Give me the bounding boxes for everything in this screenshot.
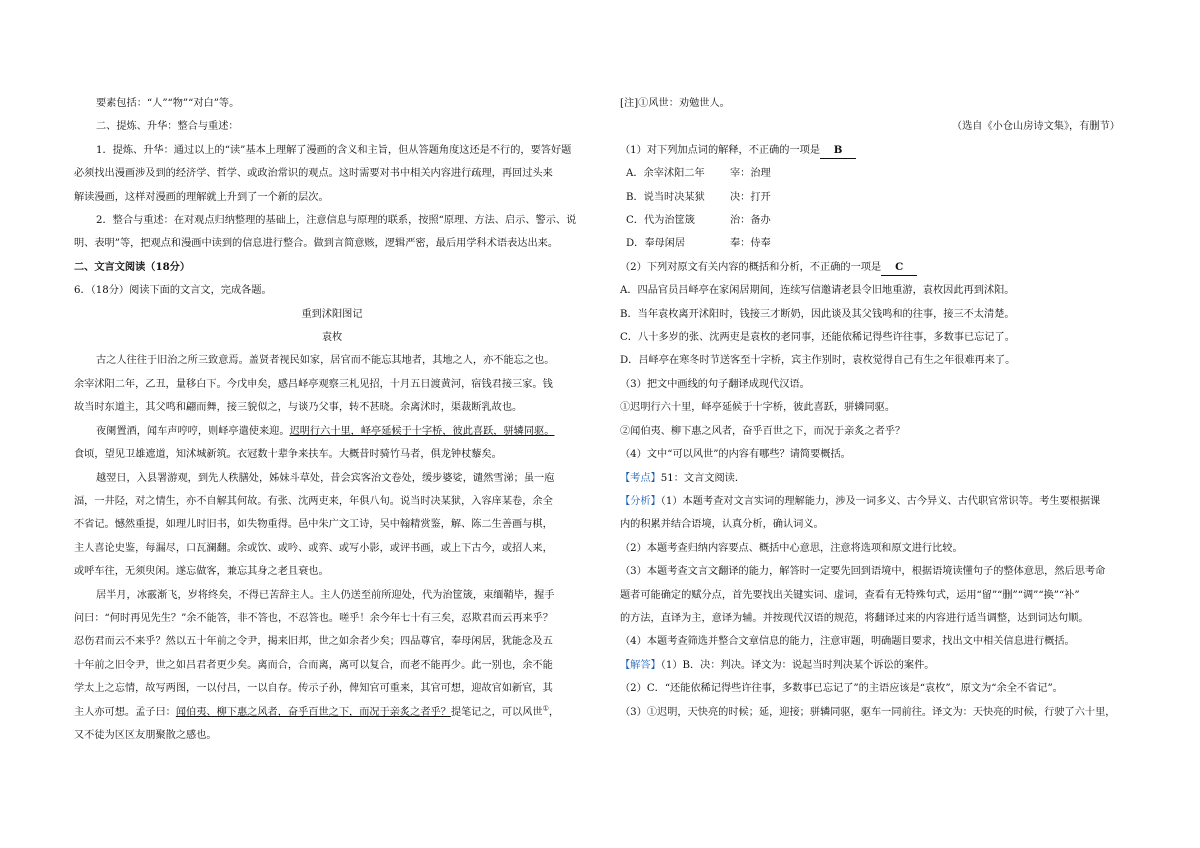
answer-blank: B (820, 143, 856, 159)
option-row (620, 232, 1128, 255)
underlined-sentence: 闻伯夷、柳下惠之风者，奋乎百世之下，而况于亲炙之者乎？ (175, 706, 451, 718)
plain-text: 提笔记之，可以风世 (450, 706, 543, 718)
question-text: （1）对下列加点词的解释，不正确的一项是 (620, 144, 821, 156)
text-line: 要素包括：“人”“物”“对白”等。 (96, 98, 240, 109)
section-heading: 二、文言文阅读（18分） (74, 260, 191, 273)
analysis-line: 题者可能确定的赋分点，首先要找出关键实词、虚词，查看有无特殊句式，运用“留”“删”“调”“换”“补” (620, 589, 1080, 601)
passage-line: 忍伤君而云不来乎？然以五十年前之令尹，揭来旧邦，世之如余者少矣；四品尊官，奉母闲居，犹能念及五 (74, 636, 553, 648)
passage-line: 居半月，冰霰渐飞，岁将终矣，不得已苦辞主人。主人仍送至前所迎处，代为治筐筬，束缅鞘毕，握手 (96, 589, 555, 601)
option-text: A．余宰沭阳二年 (626, 168, 705, 180)
option-gloss: 治：备办 (730, 215, 771, 227)
question-2 (620, 256, 1128, 279)
analysis-line (620, 490, 1128, 513)
underlined-sentence: 迟明行六十里，峄亭延候于十字桥，彼此喜跃，骈辚同驱。 (289, 425, 555, 437)
plain-text: ， (548, 706, 560, 718)
passage-line: 湢，一井陉，对之情生，亦不自解其何故。有张、沈两吏来，年俱八旬。说当时决某狱，入容庠某卷，余全 (74, 495, 553, 507)
option-row (620, 209, 1128, 232)
answer-line (620, 654, 1128, 677)
question-text: （2）下列对原文有关内容的概括和分析，不正确的一项是 (620, 261, 882, 273)
option-gloss: 奉：侍奉 (730, 238, 771, 250)
passage-line: 食顷，望见卫雄遮道，知沭城新筑。衣冠数十辈争来扶车。大概昔时骑竹马者，俱龙钟杖藜矣。 (74, 449, 502, 461)
passage-line: 古之人往往于旧治之所三致意焉。盖贤者视民如家，居官而不能忘其地者，其地之人，亦不能忘之也。 (96, 355, 555, 367)
text-line: 1．提炼、升华：通过以上的“读”基本上理解了漫画的含义和主旨，但从答题角度这还是不行的，要答好题 (96, 144, 572, 156)
option-row (620, 162, 1128, 185)
passage-line (74, 420, 590, 443)
option-line: B．当年袁枚离开沭阳时，钱接三才断奶，因此谈及其父钱鸣和的往事，接三不太清楚。 (620, 308, 1015, 320)
left-column (74, 92, 590, 747)
answer-line: （2）C．“还能依稀记得些许往事，多数事已忘记了”的主语应该是“袁枚”，原文为“余全不省记”。 (620, 683, 1063, 695)
footnote-mark: ① (542, 704, 549, 713)
answer-line: （3）①迟明，天快亮的时候；延，迎接；骈辚同驱，驱车一同前往。译文为：天快亮的时候，行驶了六十里， (620, 706, 1116, 718)
right-column (620, 92, 1128, 724)
passage-author: 袁枚 (321, 332, 343, 344)
option-line: D．吕峄亭在寒冬时节送客至十字桥，宾主作别时，袁枚觉得自己有生之年很难再来了。 (620, 355, 1016, 367)
analysis-line: （4）本题考查筛选并整合文章信息的能力，注意审题，明确题目要求，找出文中相关信息进行概括。 (620, 636, 1075, 648)
analysis-line: 内的积累并结合语境，认真分析，确认词义。 (620, 519, 824, 531)
analysis-text: （1）本题考查对文言实词的理解能力，涉及一词多义、古今异义、古代职官常识等。考生要根据课 (660, 495, 1101, 507)
analysis-line: （2）本题考查归纳内容要点、概括中心意思，注意将选项和原文进行比较。 (620, 542, 963, 554)
kaodian-tag: 【考点】 (620, 472, 661, 484)
option-text: D．奉母闲居 (626, 238, 686, 250)
passage-line: 故当时东道主，其父鸣和翩而舞，接三貌似之，与谈乃父事，转不甚晓。余离沭时，渠裁断乳故也。 (74, 402, 523, 414)
passage-line: 十年前之旧令尹，世之如吕君者更少矣。离而合，合而离，离可以复合，而老不能再少。此一别也，余不能 (74, 659, 553, 671)
question-3: （3）把文中画线的句子翻译成现代汉语。 (620, 378, 810, 390)
text-line: 必须找出漫画涉及到的经济学、哲学、或政治常识的观点。这时需要对书中相关内容进行疏理，再回过头来 (74, 168, 553, 180)
passage-line: 主人喜论史鉴，每漏尽，口瓦澜翻。余或饮、或吟、或弈、或写小影，或评书画，或上下古今，或招人来， (74, 542, 553, 554)
option-gloss: 决：打开 (730, 191, 771, 203)
option-text: B．说当时决某狱 (626, 191, 705, 203)
passage-line: 余宰沭阳二年，乙丑，量移白下。今戊申矣，感吕峄亭观察三札见招，十月五日渡黄河，宿钱君接三家。钱 (74, 378, 553, 390)
passage-line: 学太上之忘情，故写两图，一以付吕，一以自存。传示子孙，俾知官可重来，其官可想，迎故官如新官，其 (74, 683, 553, 695)
option-gloss: 宰：治理 (730, 168, 771, 180)
kaodian-line (620, 467, 1128, 490)
plain-text: 主人亦可想。孟子曰： (74, 706, 176, 718)
passage-line: 问曰：“何时再见先生？”余不能答，非不答也，不忍答也。嗟乎！余今年七十有三矣，忍欺君而云再来乎？ (74, 612, 554, 624)
option-line: C．八十多岁的张、沈两吏是袁枚的老同事，还能依稀记得些许往事，多数事已忘记了。 (620, 332, 1015, 344)
footnote: [注]①风世：劝勉世人。 (620, 98, 730, 109)
passage-title: 重到沭阳图记 (301, 308, 363, 320)
passage-line: 又不徒为区区友朋聚散之感也。 (74, 729, 217, 741)
answer-blank: C (881, 260, 917, 276)
text-line: 2．整合与重述：在对观点归纳整理的基础上，注意信息与原理的联系，按照“原理、方法、启示、警示、说 (96, 215, 577, 227)
analysis-line: （3）本题考查文言文翻译的能力，解答时一定要先回到语境中，根据语境读懂句子的整体意思，然后思考命 (620, 566, 1106, 578)
kaodian-text: 51：文言文阅读． (660, 472, 746, 484)
option-text: C．代为治筐筬 (626, 215, 695, 227)
passage-line (74, 701, 590, 724)
option-row (620, 186, 1128, 209)
question-1 (620, 139, 1128, 162)
question-stem: 6．（18分）阅读下面的文言文，完成各题。 (74, 285, 272, 297)
analysis-tag: 【分析】 (620, 495, 661, 507)
passage-line: 或呼车往，无须臾闲。遂忘做客，兼忘其身之老且衰也。 (74, 566, 329, 578)
passage-line: 越翌日，入县署游观，到先人秩膳处，姊妹斗草处，昔会宾客治文卷处，缓步婆娑，谴然雪涕；虽一庖 (96, 472, 555, 484)
plain-text: 夜阑置酒，闻车声哼哼，则峄亭遣使来迎。 (96, 425, 290, 437)
source-note: （选自《小仓山房诗文集》，有删节） (951, 121, 1120, 133)
answer-tag: 【解答】 (620, 659, 661, 671)
text-line: 二、提炼、升华：整合与重述： (96, 121, 239, 133)
analysis-line: 的方法，直译为主，意译为辅。并按现代汉语的规范，将翻译过来的内容进行适当调整，达到词达句顺。 (620, 612, 1089, 624)
question-4: （4）文中“可以风世”的内容有哪些？请简要概括。 (620, 449, 851, 461)
translate-item: ②闻伯夷、柳下惠之风者，奋乎百世之下，而况于亲炙之者乎？ (620, 425, 906, 437)
text-line: 明、表明”等，把观点和漫画中读到的信息进行整合。做到言简意赅，逻辑严密，最后用学科术语表达出来。 (74, 238, 559, 250)
passage-line: 不省记。憾然重提，如理儿时旧书，如失物重得。邑中朱广文工诗，吴中翰精赏鉴，解、陈二生善画与棋， (74, 519, 553, 531)
answer-text: （1）B．决：判决。译文为：说起当时判决某个诉讼的案件。 (660, 659, 935, 671)
translate-item: ①迟明行六十里，峄亭延候于十字桥，彼此喜跃，骈辚同驱。 (620, 402, 896, 414)
text-line: 解读漫画，这样对漫画的理解就上升到了一个新的层次。 (74, 191, 329, 203)
option-line: A．四品官员吕峄亭在家闲居期间，连续写信邀请老县令旧地重游，袁枚因此再到沭阳。 (620, 285, 1015, 297)
